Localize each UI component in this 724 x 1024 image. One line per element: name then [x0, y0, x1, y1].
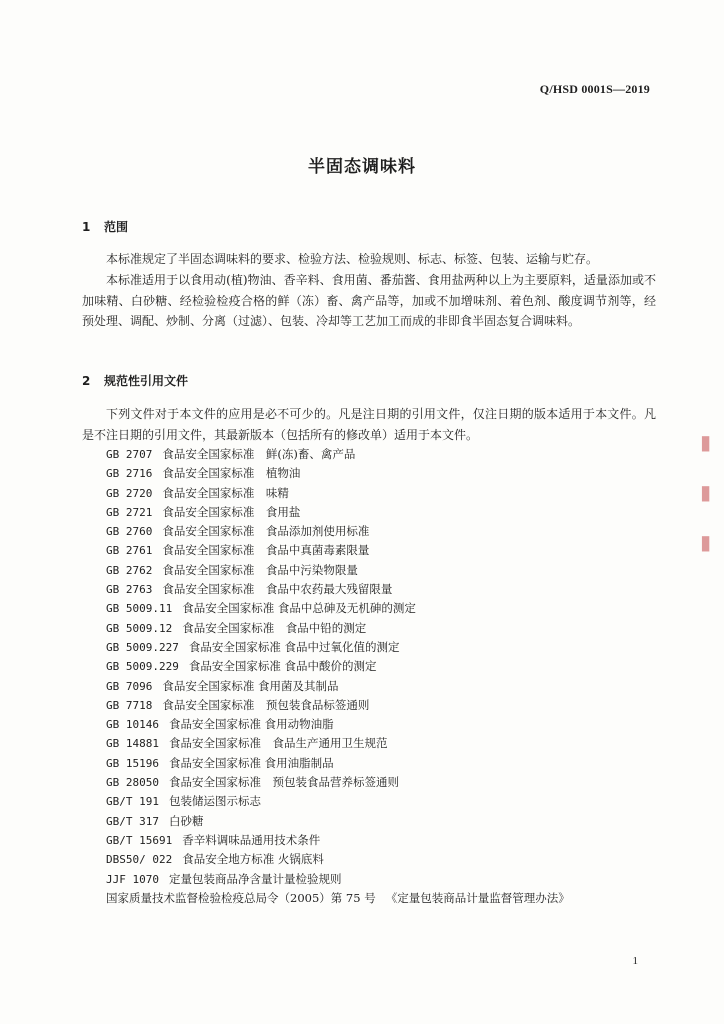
reference-item	[106, 561, 666, 580]
section-2-heading	[82, 372, 188, 389]
section-1-heading	[82, 218, 128, 235]
page-number: 1	[632, 955, 638, 967]
reference-item	[106, 889, 666, 908]
reference-item	[106, 677, 666, 696]
section-1-title: 范围	[104, 220, 129, 234]
reference-item	[106, 850, 666, 869]
reference-code: GB 5009.12	[106, 621, 173, 635]
section-2-title: 规范性引用文件	[104, 374, 189, 388]
reference-code: GB 15196	[106, 756, 159, 770]
reference-code: GB 7096	[106, 679, 153, 693]
reference-item	[106, 599, 666, 618]
reference-item	[106, 638, 666, 657]
reference-code: GB 2721	[106, 505, 153, 519]
reference-code: GB 28050	[106, 776, 159, 790]
reference-title: 食品安全国家标准 食品生产通用卫生规范	[168, 736, 388, 751]
reference-item	[106, 464, 666, 483]
reference-title: 食品安全地方标准 火锅底料	[182, 852, 324, 867]
standard-code: Q/HSD 0001S—2019	[539, 82, 650, 96]
scope-paragraph-1: 本标准规定了半固态调味料的要求、检验方法、检验规则、标志、标签、包装、运输与贮存。	[106, 252, 599, 266]
reference-code: GB/T 317	[106, 814, 159, 828]
reference-title: 食品安全国家标准 味精	[162, 485, 289, 500]
section-2-number: 2	[82, 374, 91, 388]
reference-code: JJF 1070	[106, 872, 159, 886]
reference-code: GB 2707	[106, 448, 153, 461]
reference-title: 食品安全国家标准 鲜(冻)畜、禽产品	[162, 447, 356, 461]
reference-item	[106, 619, 666, 638]
reference-title: 食品安全国家标准 预包装食品营养标签通则	[168, 775, 399, 790]
reference-code: GB 5009.229	[106, 660, 179, 674]
reference-item	[106, 734, 666, 753]
reference-item	[106, 541, 666, 560]
reference-item	[106, 812, 666, 831]
reference-code: GB 2763	[106, 583, 153, 597]
section-1-number: 1	[82, 220, 91, 234]
reference-code: GB 2716	[106, 467, 153, 481]
reference-item	[106, 773, 666, 792]
reference-code: GB 14881	[106, 737, 159, 751]
reference-title: 食品安全国家标准 食用动物油脂	[168, 717, 334, 732]
reference-item	[106, 715, 666, 734]
reference-item	[106, 445, 666, 464]
reference-title: 食品安全国家标准 食用盐	[162, 504, 301, 519]
reference-title: 定量包装商品净含量计量检验规则	[168, 871, 342, 886]
reference-code: GB 10146	[106, 718, 159, 732]
reference-item	[106, 831, 666, 850]
reference-code: 国家质量技术监督检验检疫总局令（2005）第 75 号	[106, 890, 376, 905]
reference-title: 食品安全国家标准 食品中农药最大残留限量	[162, 582, 393, 597]
red-stamp-fragment: ▮ ▮ ▮	[700, 430, 712, 554]
scope-paragraph-2: 本标准适用于以食用动(植)物油、香辛料、食用菌、番茄酱、食用盐两种以上为主要原料，适量添加或不加味精、白砂糖、经检验检疫合格的鲜（冻）畜、禽产品等，加或不加增味剂、着色剂、酸度调节剂等，经预处理、调配、炒制、分离（过滤）、包装、冷却等工艺加工而成的非即食半固态复合调味料。	[82, 273, 656, 328]
reference-title: 食品安全国家标准 食品中铅的测定	[182, 620, 367, 635]
reference-title: 食品安全国家标准 植物油	[162, 466, 301, 481]
reference-title: 香辛料调味品通用技术条件	[182, 832, 321, 847]
reference-code: GB 7718	[106, 698, 153, 712]
reference-title: 食品安全国家标准 食品中总砷及无机砷的测定	[182, 601, 416, 616]
reference-code: GB 2720	[106, 486, 153, 500]
reference-code: GB/T 15691	[106, 833, 173, 847]
reference-code: DBS50/ 022	[106, 853, 173, 867]
reference-title: 食品安全国家标准 食品中污染物限量	[162, 562, 358, 577]
reference-code: GB 5009.227	[106, 640, 179, 654]
reference-item	[106, 522, 666, 541]
reference-item	[106, 580, 666, 599]
reference-item	[106, 657, 666, 676]
reference-code: GB 2762	[106, 563, 153, 577]
reference-item	[106, 792, 666, 811]
reference-title: 食品安全国家标准 食品中酸价的测定	[188, 659, 377, 674]
references-intro: 下列文件对于本文件的应用是必不可少的。凡是注日期的引用文件，仅注日期的版本适用于本文件。凡是不注日期的引用文件，其最新版本（包括所有的修改单）适用于本文件。	[82, 407, 656, 442]
reference-title: 包装储运图示标志	[168, 794, 261, 809]
reference-title: 《定量包装商品计量监督管理办法》	[385, 890, 570, 905]
reference-code: GB/T 191	[106, 795, 159, 809]
reference-item	[106, 503, 666, 522]
reference-item	[106, 870, 666, 889]
document-title: 半固态调味料	[308, 157, 416, 177]
reference-title: 食品安全国家标准 食品中真菌毒素限量	[162, 543, 370, 558]
reference-item	[106, 754, 666, 773]
reference-code: GB 2761	[106, 544, 153, 558]
reference-title: 食品安全国家标准 预包装食品标签通则	[162, 697, 370, 712]
reference-title: 食品安全国家标准 食用油脂制品	[168, 755, 334, 770]
reference-title: 食品安全国家标准 食品添加剂使用标准	[162, 524, 370, 539]
reference-title: 白砂糖	[168, 813, 204, 828]
reference-title: 食品安全国家标准 食用菌及其制品	[162, 678, 339, 693]
reference-item	[106, 696, 666, 715]
reference-item	[106, 484, 666, 503]
reference-list	[106, 445, 666, 908]
reference-title: 食品安全国家标准 食品中过氧化值的测定	[188, 639, 400, 654]
reference-code: GB 5009.11	[106, 602, 173, 616]
reference-code: GB 2760	[106, 525, 153, 539]
